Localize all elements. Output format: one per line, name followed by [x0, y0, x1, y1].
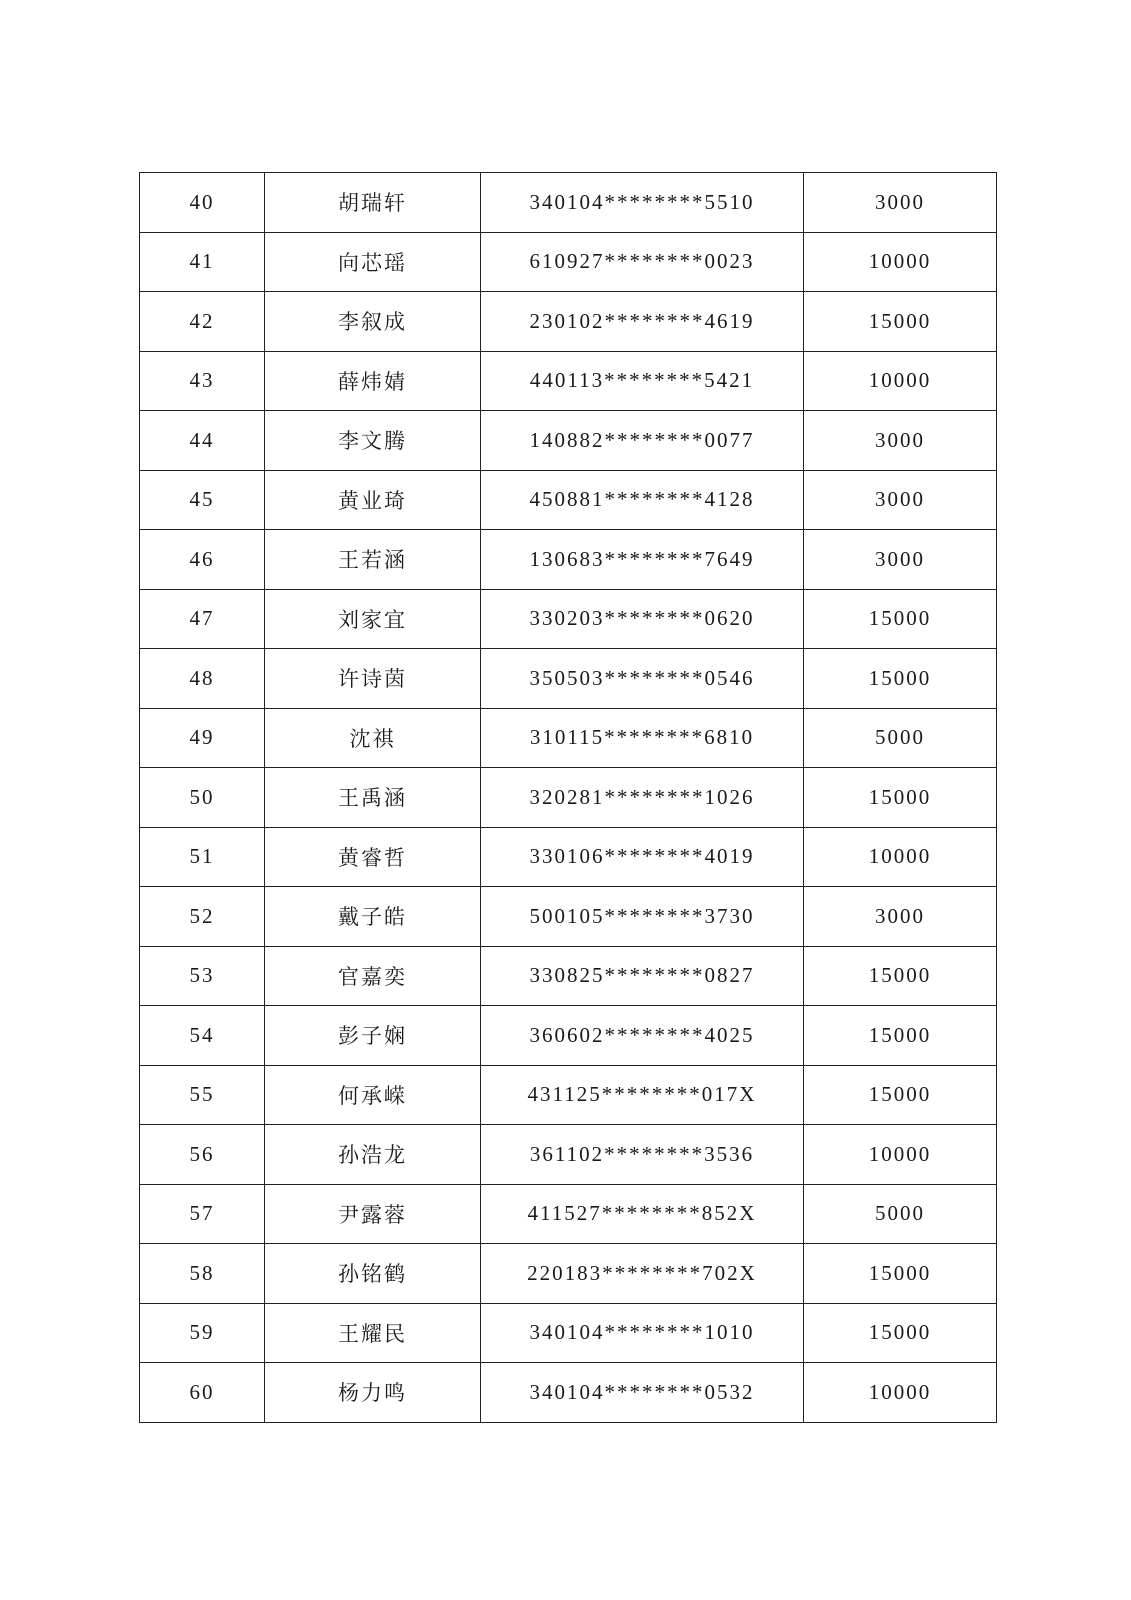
amount-cell: 3000	[804, 470, 997, 530]
amount-cell: 3000	[804, 887, 997, 947]
amount-cell: 3000	[804, 173, 997, 233]
row-number-cell: 56	[140, 1125, 265, 1185]
name-cell: 向芯瑶	[265, 232, 481, 292]
id-number-cell: 330825********0827	[481, 946, 804, 1006]
row-number-cell: 43	[140, 351, 265, 411]
table-row	[140, 887, 997, 947]
amount-cell: 15000	[804, 1065, 997, 1125]
row-number-cell: 41	[140, 232, 265, 292]
table-row	[140, 1363, 997, 1423]
name-cell: 薛炜婧	[265, 351, 481, 411]
row-number-cell: 60	[140, 1363, 265, 1423]
amount-cell: 10000	[804, 232, 997, 292]
amount-cell: 10000	[804, 827, 997, 887]
id-number-cell: 130683********7649	[481, 530, 804, 590]
name-cell: 孙浩龙	[265, 1125, 481, 1185]
name-cell: 王禹涵	[265, 768, 481, 828]
amount-cell: 3000	[804, 411, 997, 471]
row-number-cell: 47	[140, 589, 265, 649]
name-cell: 刘家宜	[265, 589, 481, 649]
table-row	[140, 1244, 997, 1304]
table-row	[140, 649, 997, 709]
table-row	[140, 1065, 997, 1125]
row-number-cell: 46	[140, 530, 265, 590]
amount-cell: 15000	[804, 292, 997, 352]
amount-cell: 10000	[804, 1125, 997, 1185]
name-cell: 王若涵	[265, 530, 481, 590]
row-number-cell: 49	[140, 708, 265, 768]
row-number-cell: 40	[140, 173, 265, 233]
row-number-cell: 50	[140, 768, 265, 828]
table-row	[140, 173, 997, 233]
name-cell: 许诗茵	[265, 649, 481, 709]
table-row	[140, 351, 997, 411]
row-number-cell: 58	[140, 1244, 265, 1304]
id-number-cell: 431125********017X	[481, 1065, 804, 1125]
name-cell: 孙铭鹤	[265, 1244, 481, 1304]
id-number-cell: 220183********702X	[481, 1244, 804, 1304]
id-number-cell: 140882********0077	[481, 411, 804, 471]
amount-cell: 15000	[804, 946, 997, 1006]
name-cell: 王耀民	[265, 1303, 481, 1363]
name-cell: 官嘉奕	[265, 946, 481, 1006]
row-number-cell: 48	[140, 649, 265, 709]
id-number-cell: 320281********1026	[481, 768, 804, 828]
table-row	[140, 530, 997, 590]
table-row	[140, 232, 997, 292]
id-number-cell: 340104********1010	[481, 1303, 804, 1363]
id-number-cell: 340104********5510	[481, 173, 804, 233]
amount-cell: 15000	[804, 1006, 997, 1066]
id-number-cell: 610927********0023	[481, 232, 804, 292]
name-cell: 李文腾	[265, 411, 481, 471]
amount-cell: 10000	[804, 351, 997, 411]
roster-table-body	[140, 173, 997, 1423]
amount-cell: 5000	[804, 1184, 997, 1244]
amount-cell: 3000	[804, 530, 997, 590]
id-number-cell: 330106********4019	[481, 827, 804, 887]
table-row	[140, 411, 997, 471]
id-number-cell: 360602********4025	[481, 1006, 804, 1066]
amount-cell: 5000	[804, 708, 997, 768]
amount-cell: 15000	[804, 589, 997, 649]
row-number-cell: 54	[140, 1006, 265, 1066]
name-cell: 尹露蓉	[265, 1184, 481, 1244]
row-number-cell: 55	[140, 1065, 265, 1125]
roster-table	[139, 172, 997, 1423]
amount-cell: 15000	[804, 1244, 997, 1304]
name-cell: 胡瑞轩	[265, 173, 481, 233]
id-number-cell: 450881********4128	[481, 470, 804, 530]
amount-cell: 15000	[804, 768, 997, 828]
id-number-cell: 230102********4619	[481, 292, 804, 352]
row-number-cell: 51	[140, 827, 265, 887]
table-row	[140, 470, 997, 530]
row-number-cell: 42	[140, 292, 265, 352]
id-number-cell: 361102********3536	[481, 1125, 804, 1185]
table-row	[140, 292, 997, 352]
table-row	[140, 768, 997, 828]
name-cell: 戴子皓	[265, 887, 481, 947]
name-cell: 彭子娴	[265, 1006, 481, 1066]
id-number-cell: 310115********6810	[481, 708, 804, 768]
name-cell: 李叙成	[265, 292, 481, 352]
amount-cell: 15000	[804, 1303, 997, 1363]
name-cell: 黄睿哲	[265, 827, 481, 887]
row-number-cell: 44	[140, 411, 265, 471]
amount-cell: 10000	[804, 1363, 997, 1423]
row-number-cell: 57	[140, 1184, 265, 1244]
table-row	[140, 589, 997, 649]
row-number-cell: 53	[140, 946, 265, 1006]
id-number-cell: 330203********0620	[481, 589, 804, 649]
row-number-cell: 52	[140, 887, 265, 947]
table-row	[140, 1303, 997, 1363]
id-number-cell: 500105********3730	[481, 887, 804, 947]
name-cell: 何承嵘	[265, 1065, 481, 1125]
id-number-cell: 350503********0546	[481, 649, 804, 709]
id-number-cell: 411527********852X	[481, 1184, 804, 1244]
table-row	[140, 946, 997, 1006]
name-cell: 沈祺	[265, 708, 481, 768]
row-number-cell: 59	[140, 1303, 265, 1363]
id-number-cell: 340104********0532	[481, 1363, 804, 1423]
table-row	[140, 827, 997, 887]
name-cell: 黄业琦	[265, 470, 481, 530]
table-row	[140, 1125, 997, 1185]
amount-cell: 15000	[804, 649, 997, 709]
row-number-cell: 45	[140, 470, 265, 530]
table-row	[140, 1006, 997, 1066]
table-row	[140, 1184, 997, 1244]
id-number-cell: 440113********5421	[481, 351, 804, 411]
table-row	[140, 708, 997, 768]
name-cell: 杨力鸣	[265, 1363, 481, 1423]
